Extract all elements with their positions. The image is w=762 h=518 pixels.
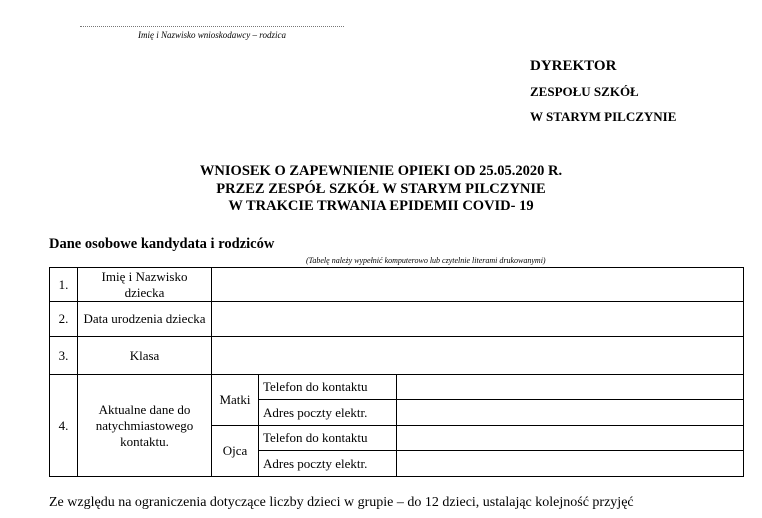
table-row — [50, 302, 744, 337]
recipient-line-2: ZESPOŁU SZKÓŁ — [530, 84, 639, 99]
row-number: 1. — [50, 268, 78, 302]
parent-label-mother: Matki — [212, 375, 259, 426]
parent-label-father: Ojca — [212, 426, 259, 477]
father-email-input[interactable] — [397, 451, 744, 477]
footer-paragraph: Ze względu na ograniczenia dotyczące liczby dzieci w grupie – do 12 dzieci, ustalając kolejność przyjęć — [49, 495, 634, 510]
title-line-2: PRZEZ ZESPÓŁ SZKÓŁ W STARYM PILCZYNIE — [216, 180, 546, 197]
row-label: Aktualne dane do natychmiastowego kontaktu. — [78, 375, 212, 477]
birth-date-input[interactable] — [212, 302, 744, 337]
row-number: 2. — [50, 302, 78, 337]
table-row — [50, 337, 744, 375]
personal-data-table — [49, 267, 744, 477]
title-line-3: W TRAKCIE TRWANIA EPIDEMII COVID- 19 — [228, 198, 534, 214]
field-label: Telefon do kontaktu — [259, 426, 397, 451]
field-label: Telefon do kontaktu — [259, 375, 397, 400]
document-title — [0, 163, 762, 216]
class-input[interactable] — [212, 337, 744, 375]
mother-email-input[interactable] — [397, 400, 744, 426]
title-line-1: WNIOSEK O ZAPEWNIENIE OPIEKI OD 25.05.2020 R. — [199, 163, 563, 179]
recipient-line-1: DYREKTOR — [530, 58, 617, 74]
field-label: Adres poczty elektr. — [259, 400, 397, 426]
field-label: Adres poczty elektr. — [259, 451, 397, 477]
row-number: 4. — [50, 375, 78, 477]
recipient-line-3: W STARYM PILCZYNIE — [530, 109, 677, 124]
father-phone-input[interactable] — [397, 426, 744, 451]
row-label: Imię i Nazwisko dziecka — [78, 268, 212, 302]
table-row — [50, 375, 744, 400]
table-row — [50, 268, 744, 302]
applicant-name-line — [80, 26, 344, 27]
row-label: Klasa — [78, 337, 212, 375]
section-heading: Dane osobowe kandydata i rodziców — [49, 236, 275, 252]
mother-phone-input[interactable] — [397, 375, 744, 400]
applicant-name-caption: Imię i Nazwisko wnioskodawcy – rodzica — [138, 30, 286, 40]
row-number: 3. — [50, 337, 78, 375]
table-note: (Tabelę należy wypełnić komputerowo lub czytelnie literami drukowanymi) — [306, 256, 546, 265]
row-label: Data urodzenia dziecka — [78, 302, 212, 337]
child-name-input[interactable] — [212, 268, 744, 302]
